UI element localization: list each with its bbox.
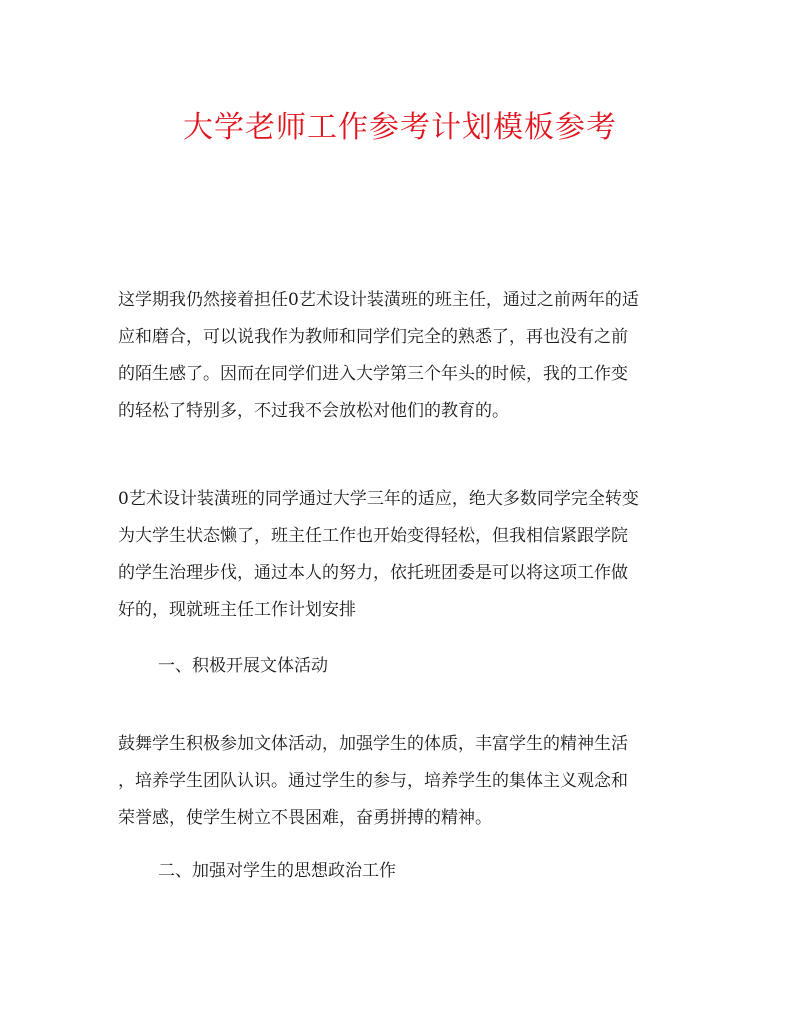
- paragraph-line: 的轻松了特别多，不过我不会放松对他们的教育的。: [118, 401, 509, 421]
- paragraph-class-status: [118, 481, 686, 629]
- paragraph-line: 应和磨合，可以说我作为教师和同学们完全的熟悉了，再也没有之前: [118, 327, 628, 347]
- paragraph-line: 荣誉感，使学生树立不畏困难，奋勇拼搏的精神。: [118, 808, 492, 828]
- page-title: 大学老师工作参考计划模板参考: [183, 110, 617, 145]
- paragraph-intro: [118, 282, 686, 430]
- paragraph-line: 鼓舞学生积极参加文体活动，加强学生的体质，丰富学生的精神生活: [118, 734, 628, 754]
- section-heading-activities: 一、积极开展文体活动: [158, 656, 328, 676]
- paragraph-line: 好的，现就班主任工作计划安排: [118, 600, 356, 620]
- paragraph-line: 这学期我仍然接着担任0艺术设计装潢班的班主任，通过之前两年的适: [118, 290, 639, 310]
- paragraph-line: 0艺术设计装潢班的同学通过大学三年的适应，绝大多数同学完全转变: [118, 489, 639, 509]
- paragraph-activities: [118, 726, 686, 837]
- section-heading-political-work: 二、加强对学生的思想政治工作: [158, 861, 396, 881]
- paragraph-line: 为大学生状态懒了，班主任工作也开始变得轻松，但我相信紧跟学院: [118, 526, 628, 546]
- paragraph-line: ，培养学生团队认识。通过学生的参与，培养学生的集体主义观念和: [118, 771, 628, 791]
- paragraph-line: 的学生治理步伐，通过本人的努力，依托班团委是可以将这项工作做: [118, 563, 628, 583]
- paragraph-line: 的陌生感了。因而在同学们进入大学第三个年头的时候，我的工作变: [118, 364, 628, 384]
